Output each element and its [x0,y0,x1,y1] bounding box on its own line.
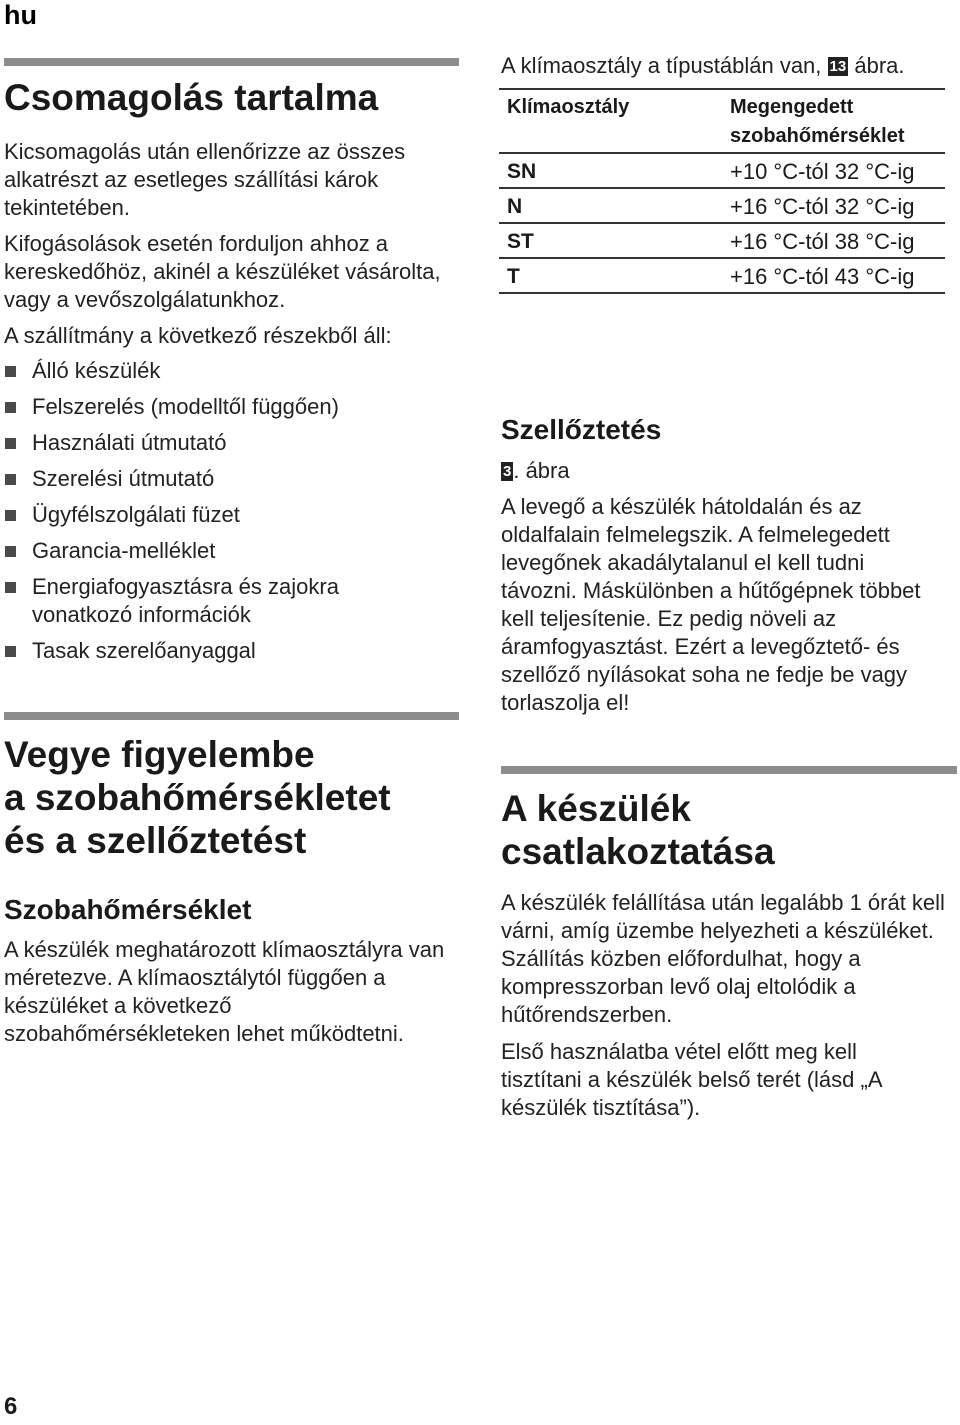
table-cell: +16 °C-tól 32 °C-ig [722,188,945,223]
figure-ref-badge: 3 [503,463,512,480]
paragraph-wait-hour: A készülék felállítása után legalább 1 órát kell várni, amíg üzembe helyezheti a készüléket. Szállítás közben előfordulhat, hogy a kompresszorban levő olaj eltolódik a hűtőrendszerben. [501,890,945,1027]
language-code: hu [4,0,37,30]
paragraph-unpack: Kicsomagolás után ellenőrizze az összes alkatrészt az esetleges szállítási károk tekintetében. [4,139,406,220]
list-item: Ügyfélszolgálati füzet [4,501,459,529]
table-row [499,223,945,258]
paragraph-ventilation: A levegő a készülék hátoldalán és az oldalfalain felmelegszik. A felmelegedett levegőnek akadálytalanul el kell tudni távozni. Máskülönben a hűtőgépnek többet kell teljesítenie. Ez pedig növeli az áramfogyasztást. Ezért a levegőztető- és szellőző nyílásokat soha ne fedje be vagy torlaszolja el! [501,494,921,715]
table-row [499,188,945,223]
table-cell: N [499,188,722,223]
list-item: Garancia-melléklet [4,537,459,565]
climate-class-table [499,88,945,294]
figure-reference: 3. ábra [503,458,570,483]
subtitle-room-temperature: Szobahőmérséklet [4,894,252,925]
table-cell: +16 °C-tól 43 °C-ig [722,258,945,293]
table-cell: SN [499,153,722,188]
table-header-cell: Megengedett szobahőmérséklet [722,89,945,153]
list-item: Szerelési útmutató [4,465,459,493]
table-header-cell: Klímaosztály [499,89,722,153]
section-rule [4,58,459,66]
subtitle-ventilation: Szellőztetés [501,414,662,445]
section-rule [501,766,957,774]
table-row [499,258,945,293]
contents-list [4,357,459,673]
section-title-room-temperature: Vegye figyelembe a szobahőmérsékletet és a szellőztetést [4,734,391,861]
list-item: Energiafogyasztásra és zajokra vonatkozó információk [4,573,459,629]
section-title-package-contents: Csomagolás tartalma [4,77,379,118]
bullet-square-icon [5,402,16,413]
paragraph-complaints: Kifogásolások esetén forduljon ahhoz a kereskedőhöz, akinél a készüléket vásárolta, vagy a vevőszolgálatunkhoz. [4,231,441,312]
list-item: Álló készülék [4,357,459,385]
bullet-square-icon [5,646,16,657]
paragraph-shipment: A szállítmány a következő részekből áll: [4,323,392,348]
table-cell: T [499,258,722,293]
table-cell: +10 °C-tól 32 °C-ig [722,153,945,188]
paragraph-climate-class: A készülék meghatározott klímaosztályra van méretezve. A klímaosztálytól függően a készüléket a következő szobahőmérsékleteken lehet működtetni. [4,937,445,1046]
bullet-square-icon [5,438,16,449]
table-header-row [499,89,945,153]
paragraph-clean-before-use: Első használatba vétel előtt meg kell tisztítani a készülék belső terét (lásd „A készülék tisztítása”). [501,1039,882,1120]
table-cell: ST [499,223,722,258]
bullet-square-icon [5,474,16,485]
page-number: 6 [4,1393,18,1420]
section-title-connecting: A készülék csatlakoztatása [501,788,775,872]
bullet-square-icon [5,366,16,377]
paragraph-rating-plate: A klímaosztály a típustáblán van, 13 ábra. [501,53,905,78]
table-cell: +16 °C-tól 38 °C-ig [722,223,945,258]
list-item: Tasak szerelőanyaggal [4,637,459,665]
bullet-square-icon [5,582,16,593]
list-item: Használati útmutató [4,429,459,457]
list-item: Felszerelés (modelltől függően) [4,393,459,421]
table-row [499,153,945,188]
bullet-square-icon [5,546,16,557]
figure-ref-badge: 13 [829,58,847,75]
bullet-square-icon [5,510,16,521]
section-rule [4,712,459,720]
